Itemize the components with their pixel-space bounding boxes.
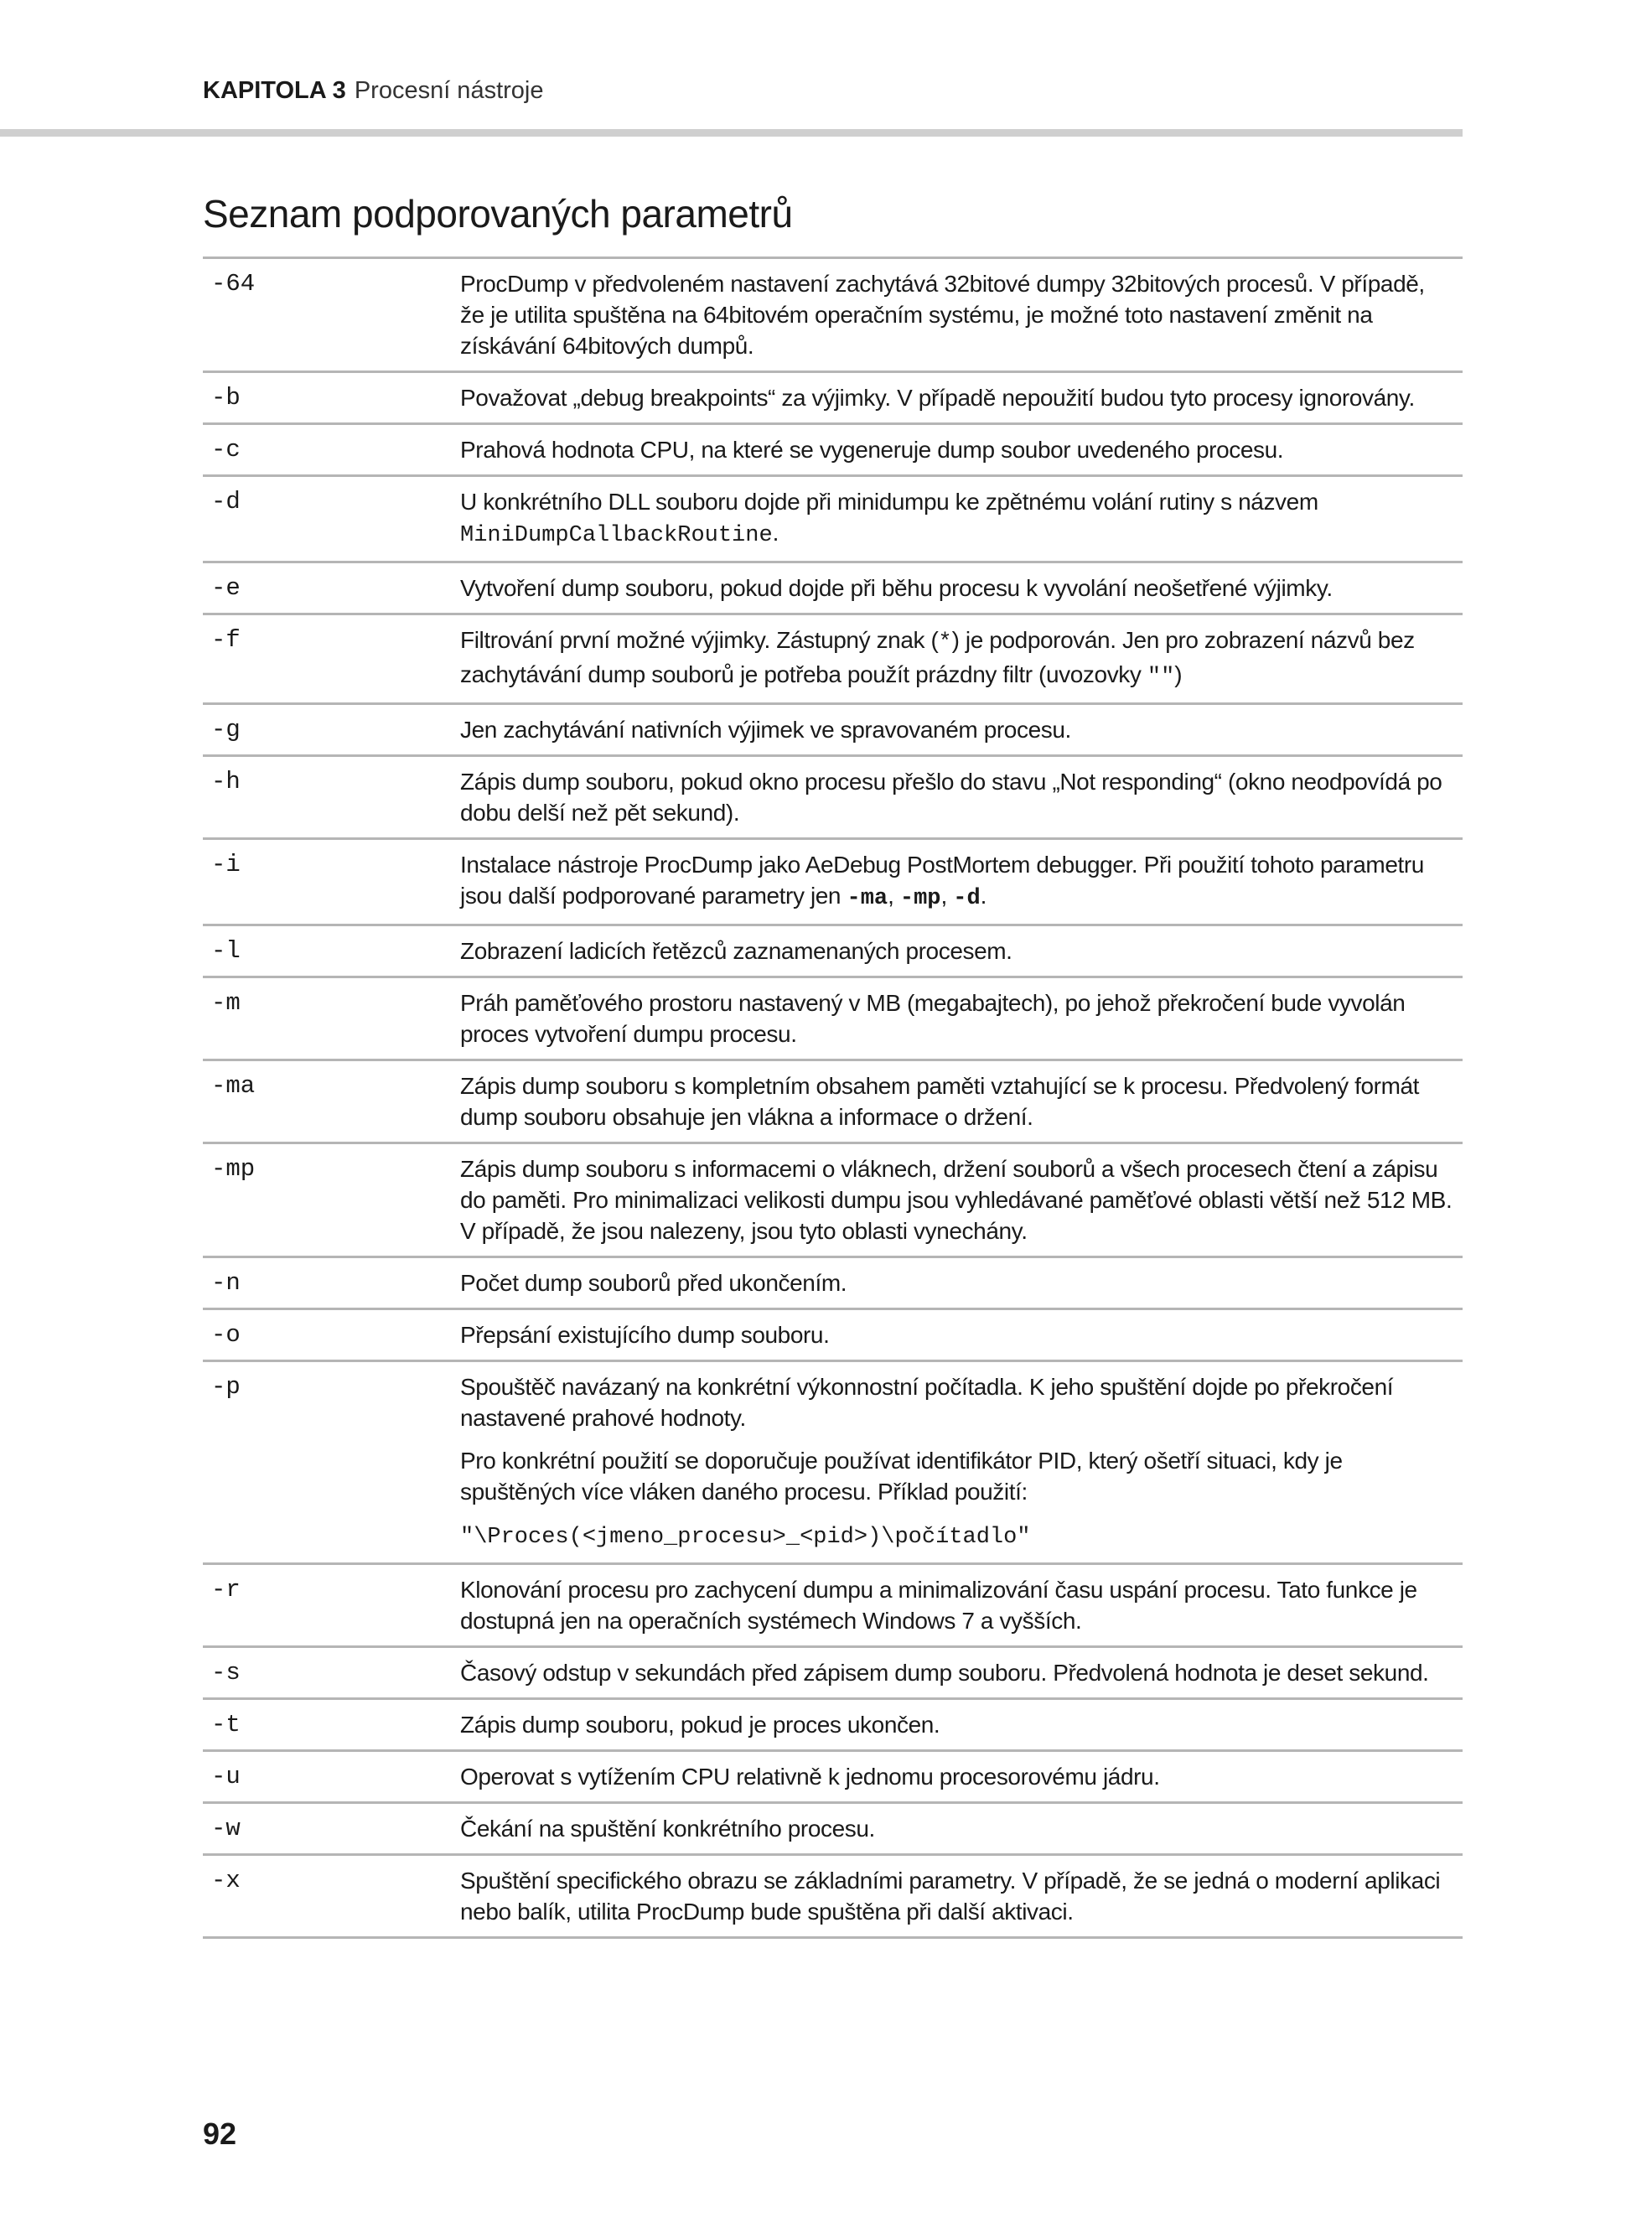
text-segment: Zobrazení ladicích řetězců zaznamenaných procesem. — [460, 938, 1012, 964]
description-paragraph — [460, 1813, 1454, 1844]
parameter-name: -t — [211, 1711, 241, 1738]
table-row — [203, 425, 1463, 477]
parameter-description — [460, 1761, 1463, 1792]
table-row — [203, 259, 1463, 373]
text-segment: Spouštěč navázaný na konkrétní výkonnostní počítadla. K jeho spuštění dojde po překročení nastavené prahové hodnoty. — [460, 1374, 1394, 1431]
text-segment: Zápis dump souboru s informacemi o vláknech, držení souborů a všech procesech čtení a zápisu do paměti. Pro minimalizaci velikosti dumpu jsou vyhledávané paměťové oblasti větší než 512 MB. V případě, že jsou nalezeny, jsou tyto oblasti vynechány. — [460, 1156, 1453, 1244]
parameter-name: -64 — [211, 270, 256, 298]
section-title: Seznam podporovaných parametrů — [203, 192, 793, 236]
text-segment: Zápis dump souboru, pokud je proces ukončen. — [460, 1712, 940, 1738]
text-segment: Pro konkrétní použití se doporučuje používat identifikátor PID, který ošetří situaci, kdy je spuštěných více vláken daného procesu. Příklad použití: — [460, 1448, 1343, 1505]
header-divider — [0, 129, 1463, 137]
table-row — [203, 1700, 1463, 1752]
table-row — [203, 1565, 1463, 1648]
description-paragraph — [460, 1371, 1454, 1433]
text-segment: . — [980, 883, 987, 909]
parameter-description — [460, 987, 1463, 1049]
description-paragraph — [460, 1709, 1454, 1740]
parameter-name: -e — [211, 574, 241, 602]
description-paragraph — [460, 382, 1454, 413]
inline-code: * — [938, 630, 952, 655]
chapter-label: KAPITOLA 3 — [203, 77, 346, 104]
text-segment: Počet dump souborů před ukončením. — [460, 1270, 847, 1296]
parameter-name: -g — [211, 716, 241, 744]
text-segment: Zápis dump souboru s kompletním obsahem paměti vztahující se k procesu. Předvolený formát dump souboru obsahuje jen vlákna a informace o držení. — [460, 1073, 1420, 1130]
inline-code: "\Proces(<jmeno_procesu>_<pid>)\počítadlo" — [460, 1525, 1031, 1550]
inline-code: -mp — [899, 886, 941, 911]
parameter-name: -u — [211, 1763, 241, 1790]
parameter-name: -r — [211, 1576, 241, 1604]
table-row — [203, 1752, 1463, 1804]
parameter-name: -o — [211, 1321, 241, 1349]
table-row — [203, 1061, 1463, 1144]
text-segment: Považovat „debug breakpoints“ za výjimky. V případě nepoužití budou tyto procesy ignorovány. — [460, 385, 1415, 411]
description-paragraph — [460, 1319, 1454, 1350]
parameter-name: -m — [211, 989, 241, 1017]
description-paragraph — [460, 987, 1454, 1049]
description-paragraph — [460, 1761, 1454, 1792]
table-row — [203, 1804, 1463, 1856]
table-row — [203, 926, 1463, 978]
description-paragraph — [460, 624, 1454, 693]
parameter-name: -b — [211, 384, 241, 412]
inline-code: -ma — [847, 886, 888, 911]
table-row — [203, 615, 1463, 705]
text-segment: ProcDump v předvoleném nastavení zachytává 32bitové dumpy 32bitových procesů. V případě, že je utilita spuštěna na 64bitovém operačním systému, je možné toto nastavení změnit na získávání 64bitových dumpů. — [460, 271, 1425, 359]
parameter-name: -l — [211, 937, 241, 965]
table-row — [203, 1362, 1463, 1565]
table-row — [203, 477, 1463, 563]
description-paragraph — [460, 573, 1454, 604]
description-paragraph — [460, 849, 1454, 915]
parameter-description — [460, 486, 1463, 552]
text-segment: Jen zachytávání nativních výjimek ve spravovaném procesu. — [460, 717, 1071, 743]
parameter-description — [460, 573, 1463, 604]
text-segment: , — [888, 883, 900, 909]
parameter-description — [460, 382, 1463, 413]
parameter-description — [460, 434, 1463, 465]
table-row — [203, 373, 1463, 425]
description-paragraph — [460, 268, 1454, 361]
parameter-name: -s — [211, 1659, 241, 1687]
text-segment: ) — [1174, 661, 1183, 687]
parameter-description — [460, 1709, 1463, 1740]
text-segment: Instalace nástroje ProcDump jako AeDebug PostMortem debugger. Při použití tohoto parametru jsou další podporované parametry jen — [460, 852, 1424, 909]
chapter-title: Procesní nástroje — [354, 77, 544, 104]
parameter-description — [460, 1267, 1463, 1298]
parameter-name: -mp — [211, 1155, 256, 1183]
parameter-name: -p — [211, 1373, 241, 1401]
text-segment: Vytvoření dump souboru, pokud dojde při běhu procesu k vyvolání neošetřené výjimky. — [460, 575, 1333, 601]
description-paragraph — [460, 714, 1454, 745]
table-row — [203, 705, 1463, 757]
parameter-name: -f — [211, 626, 241, 654]
description-paragraph — [460, 434, 1454, 465]
text-segment: Zápis dump souboru, pokud okno procesu přešlo do stavu „Not responding“ (okno neodpovídá po dobu delší než pět sekund). — [460, 769, 1442, 826]
parameter-description — [460, 766, 1463, 828]
description-paragraph — [460, 1267, 1454, 1298]
text-segment: U konkrétního DLL souboru dojde při minidumpu ke zpětnému volání rutiny s názvem — [460, 489, 1318, 515]
text-segment: Prahová hodnota CPU, na které se vygeneruje dump soubor uvedeného procesu. — [460, 437, 1284, 463]
parameter-description — [460, 624, 1463, 693]
parameter-name: -x — [211, 1867, 241, 1894]
text-segment: ) je podporován. Jen pro zobrazení názvů bez zachytávání dump souborů je potřeba použít prázdny filtr (uvozovky — [460, 627, 1415, 687]
parameter-description — [460, 935, 1463, 966]
text-segment: Operovat s vytížením CPU relativně k jednomu procesorovému jádru. — [460, 1764, 1160, 1790]
parameter-description — [460, 849, 1463, 915]
parameter-description — [460, 1574, 1463, 1636]
description-paragraph — [460, 1153, 1454, 1246]
description-paragraph — [460, 1519, 1454, 1553]
text-segment: Spuštění specifického obrazu se základními parametry. V případě, že se jedná o moderní aplikaci nebo balík, utilita ProcDump bude spuštěna při další aktivaci. — [460, 1868, 1441, 1925]
table-row — [203, 563, 1463, 615]
description-paragraph — [460, 766, 1454, 828]
text-segment: Čekání na spuštění konkrétního procesu. — [460, 1816, 875, 1842]
table-row — [203, 1144, 1463, 1258]
parameter-description — [460, 1813, 1463, 1844]
parameters-table — [203, 256, 1463, 1939]
inline-code: MiniDumpCallbackRoutine — [460, 523, 773, 548]
description-paragraph — [460, 486, 1454, 552]
table-row — [203, 1856, 1463, 1939]
parameter-description — [460, 714, 1463, 745]
description-paragraph — [460, 1865, 1454, 1927]
parameter-description — [460, 1657, 1463, 1688]
parameter-name: -d — [211, 488, 241, 516]
table-row — [203, 978, 1463, 1061]
parameter-description — [460, 268, 1463, 361]
table-row — [203, 757, 1463, 840]
description-paragraph — [460, 1445, 1454, 1507]
inline-code: "" — [1147, 665, 1175, 690]
table-row — [203, 1258, 1463, 1310]
parameter-description — [460, 1153, 1463, 1246]
table-row — [203, 1648, 1463, 1700]
running-header — [203, 77, 543, 105]
description-paragraph — [460, 1574, 1454, 1636]
text-segment: Přepsání existujícího dump souboru. — [460, 1322, 830, 1348]
text-segment: Filtrování první možné výjimky. Zástupný znak ( — [460, 627, 939, 653]
description-paragraph — [460, 1070, 1454, 1132]
text-segment: Časový odstup v sekundách před zápisem dump souboru. Předvolená hodnota je deset sekund. — [460, 1660, 1429, 1686]
description-paragraph — [460, 935, 1454, 966]
parameter-name: -n — [211, 1269, 241, 1297]
parameter-description — [460, 1371, 1463, 1553]
parameter-name: -w — [211, 1815, 241, 1842]
parameter-name: -ma — [211, 1072, 256, 1100]
page-number: 92 — [203, 2117, 237, 2151]
text-segment: Práh paměťového prostoru nastavený v MB (megabajtech), po jehož překročení bude vyvolán proces vytvoření dumpu procesu. — [460, 990, 1406, 1047]
text-segment: Klonování procesu pro zachycení dumpu a minimalizování času uspání procesu. Tato funkce je dostupná jen na operačních systémech Windows 7 a vyšších. — [460, 1577, 1417, 1634]
parameter-name: -h — [211, 768, 241, 795]
table-row — [203, 1310, 1463, 1362]
text-segment: , — [940, 883, 954, 909]
table-row — [203, 840, 1463, 926]
parameter-name: -i — [211, 851, 241, 878]
inline-code: -d — [953, 886, 981, 911]
description-paragraph — [460, 1657, 1454, 1688]
parameter-description — [460, 1319, 1463, 1350]
text-segment: . — [772, 520, 779, 546]
parameter-description — [460, 1070, 1463, 1132]
parameter-description — [460, 1865, 1463, 1927]
parameter-name: -c — [211, 436, 241, 464]
